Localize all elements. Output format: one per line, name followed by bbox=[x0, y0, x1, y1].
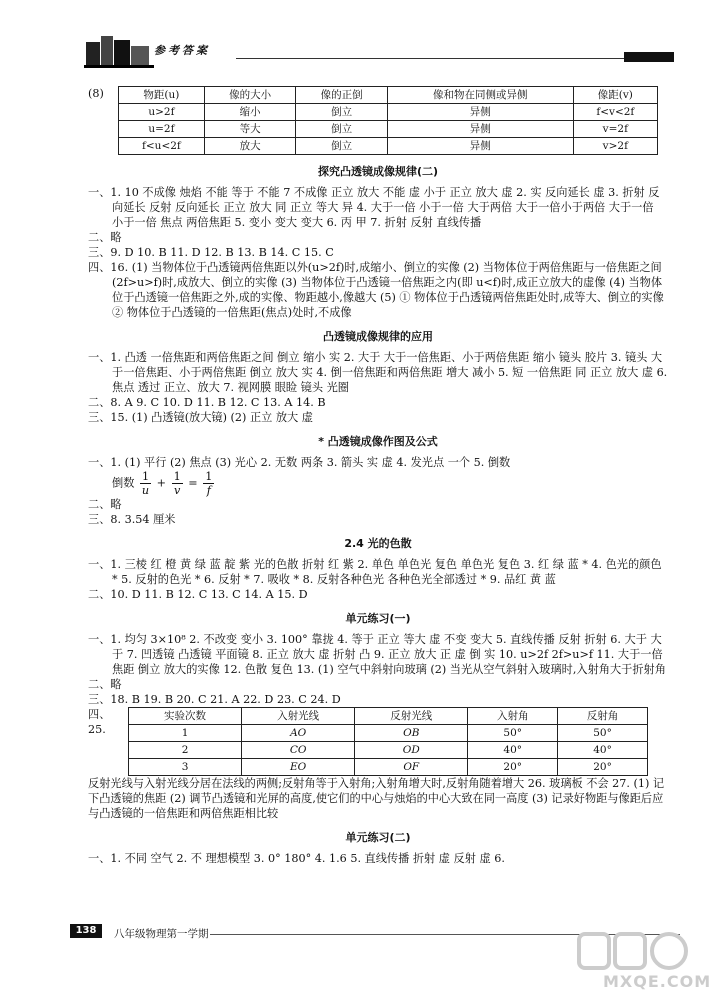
table-row bbox=[129, 759, 648, 776]
table-cell: EO bbox=[242, 759, 355, 776]
col-reflection-angle: 反射角 bbox=[558, 708, 648, 725]
table-cell: v>2f bbox=[573, 138, 657, 155]
table-cell: 倒立 bbox=[296, 104, 388, 121]
section-title: 凸透镜成像规律的应用 bbox=[323, 330, 433, 343]
answer-paragraph: 二、10. D 11. B 12. C 13. C 14. A 15. D bbox=[88, 588, 308, 601]
table-row bbox=[129, 725, 648, 742]
operator: = bbox=[188, 476, 198, 490]
table-8-block bbox=[88, 86, 668, 155]
watermark-logo-icon bbox=[575, 930, 695, 974]
section-title: 2.4 光的色散 bbox=[344, 537, 412, 550]
answer-paragraph: 一、1. 凸透 一倍焦距和两倍焦距之间 倒立 缩小 实 2. 大于 大于一倍焦距、小于两倍焦距 缩小 镜头 胶片 3. 镜头 大于一倍焦距、小于两倍焦距 倒立 放大 实 4. 倒一倍焦距和两倍焦距 增大 减小 5. 短 一倍焦距 同 正立 放大 虚 6. 焦点 透过 正立、放大 7. 视网膜 眼睑 镜头 光圈 bbox=[88, 351, 668, 394]
answer-paragraph: 三、18. B 19. B 20. C 21. A 22. D 23. C 24. D bbox=[88, 693, 341, 706]
table-cell: 异侧 bbox=[387, 121, 573, 138]
table-cell: CO bbox=[242, 742, 355, 759]
table-cell: 倒立 bbox=[296, 121, 388, 138]
answer-content bbox=[88, 86, 668, 866]
col-reflected-ray: 反射光线 bbox=[355, 708, 468, 725]
table-cell: f<v<2f bbox=[573, 104, 657, 121]
table-cell: 等大 bbox=[204, 121, 296, 138]
table-cell: 2 bbox=[129, 742, 242, 759]
answer-paragraph: 三、15. (1) 凸透镜(放大镜) (2) 正立 放大 虚 bbox=[88, 411, 313, 424]
table-header-row bbox=[119, 87, 658, 104]
col-trial: 实验次数 bbox=[129, 708, 242, 725]
table-cell: 倒立 bbox=[296, 138, 388, 155]
watermark-text: MXQE.COM bbox=[603, 972, 712, 991]
numerator: 1 bbox=[205, 470, 213, 483]
fraction bbox=[172, 470, 183, 497]
answer-paragraph: 三、9. D 10. B 11. D 12. B 13. B 14. C 15. C bbox=[88, 246, 334, 259]
denominator: v bbox=[173, 484, 181, 497]
col-image-distance: 像距(v) bbox=[573, 87, 657, 104]
table-cell: 50° bbox=[468, 725, 558, 742]
table-8-label: (8) bbox=[88, 87, 104, 100]
table-cell: 异侧 bbox=[387, 138, 573, 155]
col-object-distance: 物距(u) bbox=[119, 87, 205, 104]
imaging-table bbox=[118, 86, 658, 155]
table-cell: 20° bbox=[468, 759, 558, 776]
numerator: 1 bbox=[141, 470, 150, 483]
section-title: 探究凸透镜成像规律(二) bbox=[317, 165, 439, 178]
answer-paragraph: 一、1. 10 不成像 烛焰 不能 等于 不能 7 不成像 正立 放大 不能 虚 小于 正立 放大 虚 2. 实 反向延长 虚 3. 折射 反向延长 反射 反向延长 正立 放大 同 正立 等大 异 4. 大于一倍 小于一倍 大于两倍 大于一倍小于两倍 大于一倍 小于一倍 焦点 两倍焦距 5. 变小 变大 变大 6. 丙 甲 7. 折射 反射 直线传播 bbox=[88, 186, 660, 229]
formula-lead: 倒数 bbox=[112, 476, 135, 490]
col-incident-angle: 入射角 bbox=[468, 708, 558, 725]
table-cell: 3 bbox=[129, 759, 242, 776]
answer-paragraph: 三、8. 3.54 厘米 bbox=[88, 513, 176, 526]
answer-paragraph: 反射光线与入射光线分居在法线的两侧;反射角等于入射角;入射角增大时,反射角随着增大 26. 玻璃板 不会 27. (1) 记下凸透镜的焦距 (2) 调节凸透镜和光屏的高度,使它们的中心与烛焰的中心大致在同一高度 (3) 记录好物距与像距后应与凸透镜的一倍焦距和两倍焦距相比较 bbox=[88, 777, 665, 820]
fraction bbox=[203, 470, 214, 497]
answer-paragraph: 一、1. (1) 平行 (2) 焦点 (3) 光心 2. 无数 两条 3. 箭头 实 虚 4. 发光点 一个 5. 倒数 bbox=[88, 456, 511, 469]
watermark bbox=[575, 930, 712, 994]
section-title: 单元练习(一) bbox=[345, 612, 411, 625]
answer-paragraph: 二、略 bbox=[88, 231, 122, 244]
table-25-label: 四、25. bbox=[88, 708, 111, 736]
table-row bbox=[119, 121, 658, 138]
answer-paragraph: 一、1. 均匀 3×10⁸ 2. 不改变 变小 3. 100° 靠拢 4. 等于 正立 等大 虚 不变 变大 5. 直线传播 反射 折射 6. 大于 大于 7. 凹透镜 凸透镜 平面镜 8. 正立 放大 虚 折射 凸 9. 正立 放大 正 虚 倒 实 10. u>2f 2f>u>f 11. 大于一倍焦距 倒立 放大的实像 12. 色散 复色 13. (1) 空气中斜射向玻璃 (2) 当光从空气斜射入玻璃时,入射角大于折射角 bbox=[88, 633, 666, 676]
header-title: 参考答案 bbox=[154, 44, 210, 57]
table-cell: OF bbox=[355, 759, 468, 776]
col-image-size: 像的大小 bbox=[204, 87, 296, 104]
table-cell: 40° bbox=[558, 742, 648, 759]
answer-paragraph: 一、1. 不同 空气 2. 不 理想模型 3. 0° 180° 4. 1.6 5. 直线传播 折射 虚 反射 虚 6. bbox=[88, 852, 505, 865]
table-cell: f<u<2f bbox=[119, 138, 205, 155]
col-image-side: 像和物在同侧或异侧 bbox=[387, 87, 573, 104]
header-bar bbox=[624, 52, 674, 62]
table-cell: u=2f bbox=[119, 121, 205, 138]
table-cell: u>2f bbox=[119, 104, 205, 121]
answer-paragraph: 二、略 bbox=[88, 498, 122, 511]
denominator: u bbox=[141, 484, 150, 497]
table-row bbox=[119, 104, 658, 121]
table-cell: OD bbox=[355, 742, 468, 759]
table-cell: 20° bbox=[558, 759, 648, 776]
table-cell: AO bbox=[242, 725, 355, 742]
table-cell: 放大 bbox=[204, 138, 296, 155]
table-header-row bbox=[129, 708, 648, 725]
numerator: 1 bbox=[173, 470, 181, 483]
operator: + bbox=[156, 476, 167, 490]
answer-paragraph: 四、16. (1) 当物体位于凸透镜两倍焦距以外(u>2f)时,成缩小、倒立的实像 (2) 当物体位于两倍焦距与一倍焦距之间(2f>u>f)时,成放大、倒立的实像 (3) 当物体位于凸透镜一倍焦距之内(即 u<f)时,成正立放大的虚像 (4) 当物体位于凸透镜一倍焦距之外,成的实像、物距越小,像越大 (5) ① 物体位于凸透镜两倍焦距处时,成等大、倒立的实像 ② 物体位于凸透镜的一倍焦距(焦点)处时,不成像 bbox=[88, 261, 664, 319]
footer-text: 八年级物理第一学期 bbox=[114, 928, 209, 940]
table-cell: 缩小 bbox=[204, 104, 296, 121]
section-title: 单元练习(二) bbox=[345, 831, 411, 844]
table-cell: 50° bbox=[558, 725, 648, 742]
col-image-orientation: 像的正倒 bbox=[296, 87, 388, 104]
books-icon bbox=[84, 32, 154, 68]
table-25-block bbox=[88, 707, 668, 776]
header-rule bbox=[236, 58, 624, 59]
answer-paragraph: 一、1. 三棱 红 橙 黄 绿 蓝 靛 紫 光的色散 折射 红 紫 2. 单色 单色光 复色 单色光 复色 3. 红 绿 蓝 * 4. 色光的颜色 * 5. 反射的色光 * 6. 反射 * 7. 吸收 * 8. 反射各种色光 各种色光全部透过 * 9. 品红 黄 蓝 bbox=[88, 558, 662, 586]
table-cell: v=2f bbox=[573, 121, 657, 138]
answer-paragraph: 二、略 bbox=[88, 678, 122, 691]
table-cell: 1 bbox=[129, 725, 242, 742]
page-number: 138 bbox=[70, 924, 102, 938]
formula-line bbox=[88, 470, 668, 497]
fraction bbox=[140, 470, 151, 497]
table-row bbox=[129, 742, 648, 759]
denominator: f bbox=[206, 484, 211, 497]
reflection-table bbox=[128, 707, 648, 776]
table-row bbox=[119, 138, 658, 155]
page-header bbox=[84, 24, 664, 72]
table-cell: 异侧 bbox=[387, 104, 573, 121]
table-cell: 40° bbox=[468, 742, 558, 759]
answer-paragraph: 二、8. A 9. C 10. D 11. B 12. C 13. A 14. B bbox=[88, 396, 326, 409]
col-incident-ray: 入射光线 bbox=[242, 708, 355, 725]
section-title: * 凸透镜成像作图及公式 bbox=[318, 435, 438, 448]
table-cell: OB bbox=[355, 725, 468, 742]
